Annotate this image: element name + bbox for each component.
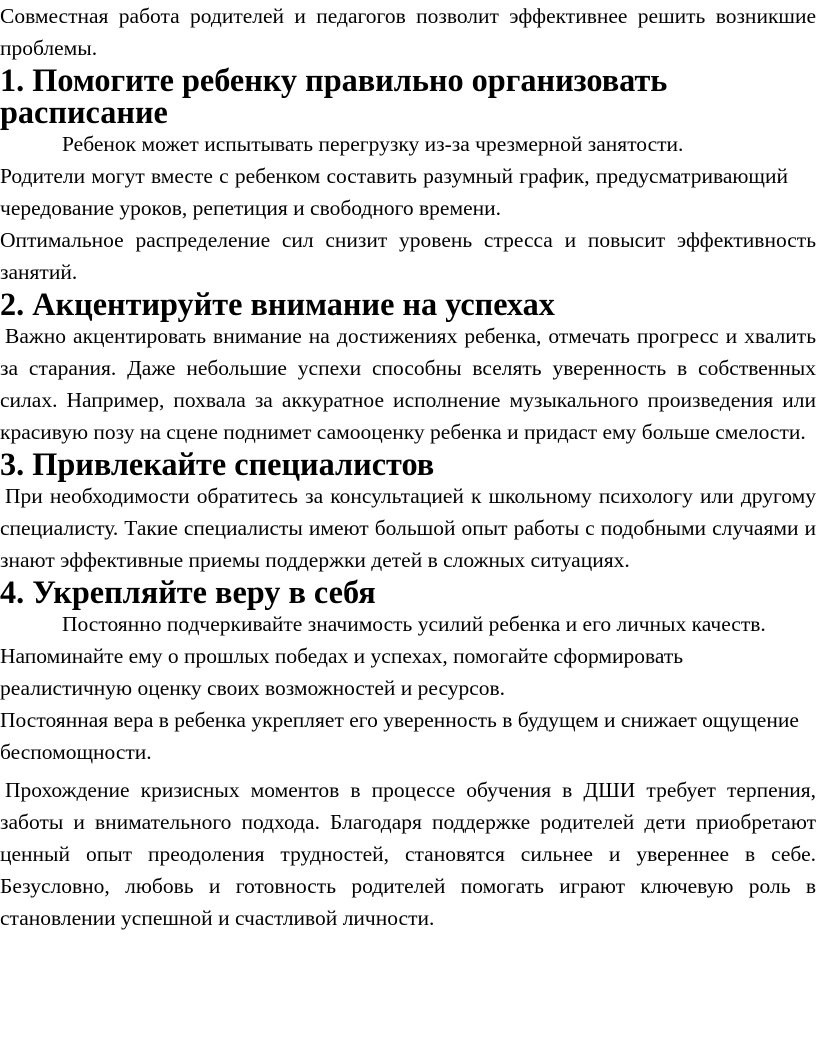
- conclusion-paragraph: Прохождение кризисных моментов в процессе обучения в ДШИ требует терпения, заботы и внимательного подхода. Благодаря поддержке родителей дети приобретают ценный опыт преодоления трудностей, становятся сильнее и увереннее в себе. Безусловно, любовь и готовность родителей помогать играют ключевую роль в становлении успешной и счастливой личности.: [0, 778, 816, 930]
- section-2-heading: 2. Акцентируйте внимание на успехах: [0, 286, 555, 322]
- section-1-paragraph-3: Оптимальное распределение сил снизит уровень стресса и повысит эффективность занятий.: [0, 228, 816, 284]
- section-1-paragraph-1: Ребенок может испытывать перегрузку из-за чрезмерной занятости.: [62, 132, 684, 156]
- section-4-paragraph-1: Постоянно подчеркивайте значимость усилий ребенка и его личных качеств. Напоминайте ему о прошлых победах и успехах, помогайте сформировать реалистичную оценку своих возможностей и ресурсов.: [0, 612, 766, 700]
- intro-paragraph: Совместная работа родителей и педагогов позволит эффективнее решить возникшие проблемы.: [0, 4, 816, 60]
- section-3-paragraph-1: При необходимости обратитесь за консультацией к школьному психологу или другому специалисту. Такие специалисты имеют большой опыт работы с подобными случаями и знают эффективные приемы поддержки детей в сложных ситуациях.: [0, 484, 816, 572]
- section-4-heading: 4. Укрепляйте веру в себя: [0, 574, 376, 610]
- section-4-paragraph-2: Постоянная вера в ребенка укрепляет его уверенность в будущем и снижает ощущение беспомощности.: [0, 708, 799, 764]
- section-1-paragraph-2: Родители могут вместе с ребенком составить разумный график, предусматривающий чередование уроков, репетиция и свободного времени.: [0, 164, 788, 220]
- section-3-heading: 3. Привлекайте специалистов: [0, 446, 435, 482]
- section-1-heading: 1. Помогите ребенку правильно организовать расписание: [0, 62, 668, 130]
- section-2-paragraph-1: Важно акцентировать внимание на достижениях ребенка, отмечать прогресс и хвалить за старания. Даже небольшие успехи способны вселять уверенность в собственных силах. Например, похвала за аккуратное исполнение музыкального произведения или красивую позу на сцене поднимет самооценку ребенка и придаст ему больше смелости.: [0, 324, 816, 444]
